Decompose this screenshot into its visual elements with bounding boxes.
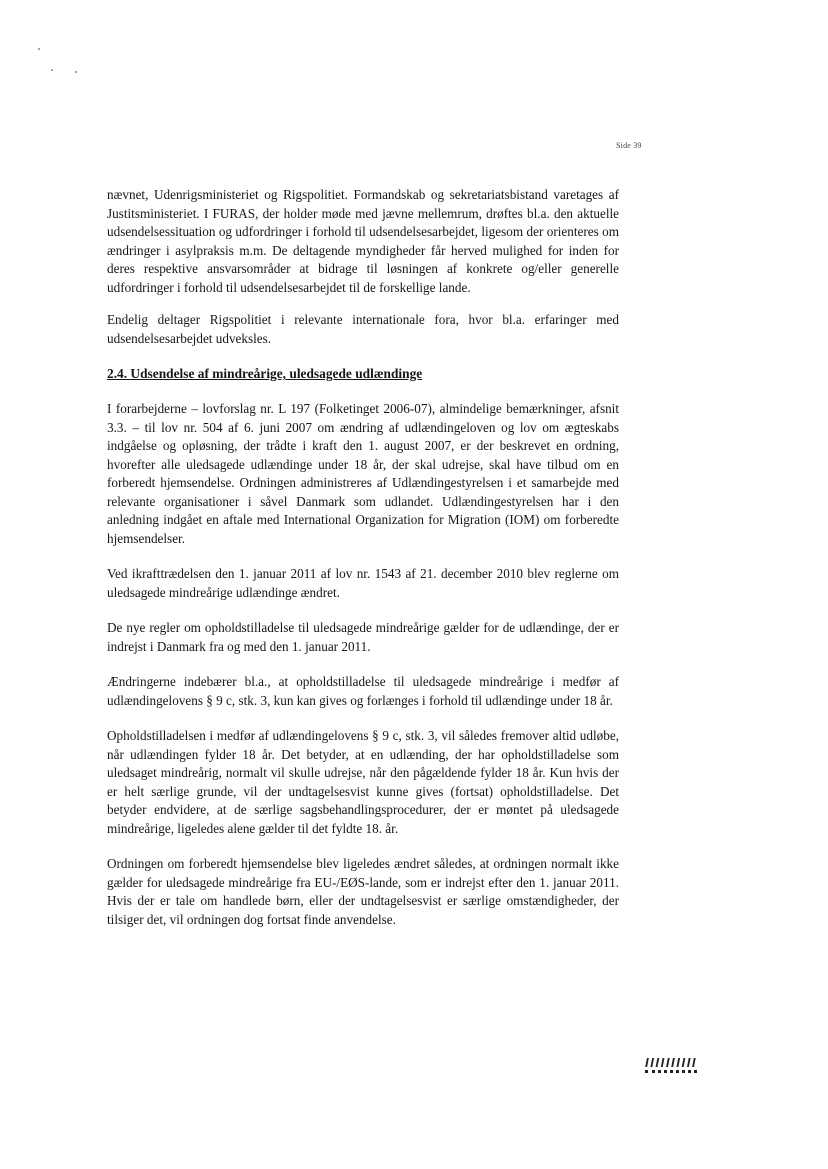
scan-speck	[51, 69, 53, 71]
second-paragraph: Endelig deltager Rigspolitiet i relevante internationale fora, hvor bl.a. erfaringer med udsendelsesarbejdet udveksles.	[107, 312, 619, 346]
scan-speck	[75, 71, 77, 73]
intro-paragraph: nævnet, Udenrigsministeriet og Rigspolitiet. Formandskab og sekretariatsbistand varetages af Justitsministeriet. I FURAS, der holder møde med jævne mellemrum, drøftes bl.a. den aktuelle udsendelsessituation og udfordringer i forhold til udsendelsesarbejdet, ligesom der orienteres om ændringer i asylpraksis m.m. De deltagende myndigheder får herved mulighed for inden for deres respektive ansvarsområder at bidrage til løsningen af konkrete og/eller generelle udfordringer i forhold til udsendelsesarbejdet til de forskellige lande.	[107, 187, 619, 295]
section-paragraph-3: De nye regler om opholdstilladelse til uledsagede mindreårige gælder for de udlændinge, der er indrejst i Danmark fra og med den 1. januar 2011.	[107, 620, 619, 654]
page-stamp: IIIIIIIIII	[645, 1057, 697, 1073]
page-number: Side 39	[616, 141, 642, 150]
section-paragraph-1: I forarbejderne – lovforslag nr. L 197 (Folketinget 2006-07), almindelige bemærkninger, afsnit 3.3. – til lov nr. 504 af 6. juni 2007 om ændring af udlændingeloven og lov om ægteskabs indgåelse og opløsning, der trådte i kraft den 1. august 2007, er der beskrevet en ordning, hvorefter alle uledsagede udlændinge under 18 år, der skal udrejse, skal have tilbud om en forberedt hjemsendelse. Ordningen administreres af Udlændingestyrelsen i et samarbejde med relevante organisationer i såvel Danmark som udlandet. Udlændingestyrelsen har i den anledning indgået en aftale med International Organization for Migration (IOM) om forberedte hjemsendelser.	[107, 401, 619, 546]
section-heading: 2.4. Udsendelse af mindreårige, uledsagede udlændinge	[107, 366, 423, 381]
section-paragraph-2: Ved ikrafttrædelsen den 1. januar 2011 af lov nr. 1543 af 21. december 2010 blev reglerne om uledsagede mindreårige udlændinge ændret.	[107, 566, 619, 600]
scan-speck	[38, 48, 40, 50]
section-paragraph-4: Ændringerne indebærer bl.a., at opholdstilladelse til uledsagede mindreårige i medfør af udlændingelovens § 9 c, stk. 3, kun kan gives og forlænges i forhold til udlændinge under 18 år.	[107, 674, 619, 708]
document-body	[107, 186, 619, 946]
section-paragraph-5: Opholdstilladelsen i medfør af udlændingelovens § 9 c, stk. 3, vil således fremover altid udløbe, når udlændingen fylder 18 år. Det betyder, at en udlænding, der har opholdstilladelse som uledsaget mindreårig, normalt vil skulle udrejse, når den pågældende fylder 18 år. Kun hvis der er helt særlige grunde, vil der undtagelsesvist kunne gives (fortsat) opholdstilladelse. Det betyder endvidere, at de særlige sagsbehandlingsprocedurer, der er møntet på uledsagede mindreårige, ligeledes alene gælder til det fyldte 18. år.	[107, 728, 619, 836]
section-paragraph-6: Ordningen om forberedt hjemsendelse blev ligeledes ændret således, at ordningen normalt ikke gælder for uledsagede mindreårige fra EU-/EØS-lande, som er indrejst efter den 1. januar 2011. Hvis der er tale om handlede børn, eller der undtagelsesvist er særlige omstændigheder, der tilsiger det, vil ordningen dog fortsat finde anvendelse.	[107, 856, 619, 927]
